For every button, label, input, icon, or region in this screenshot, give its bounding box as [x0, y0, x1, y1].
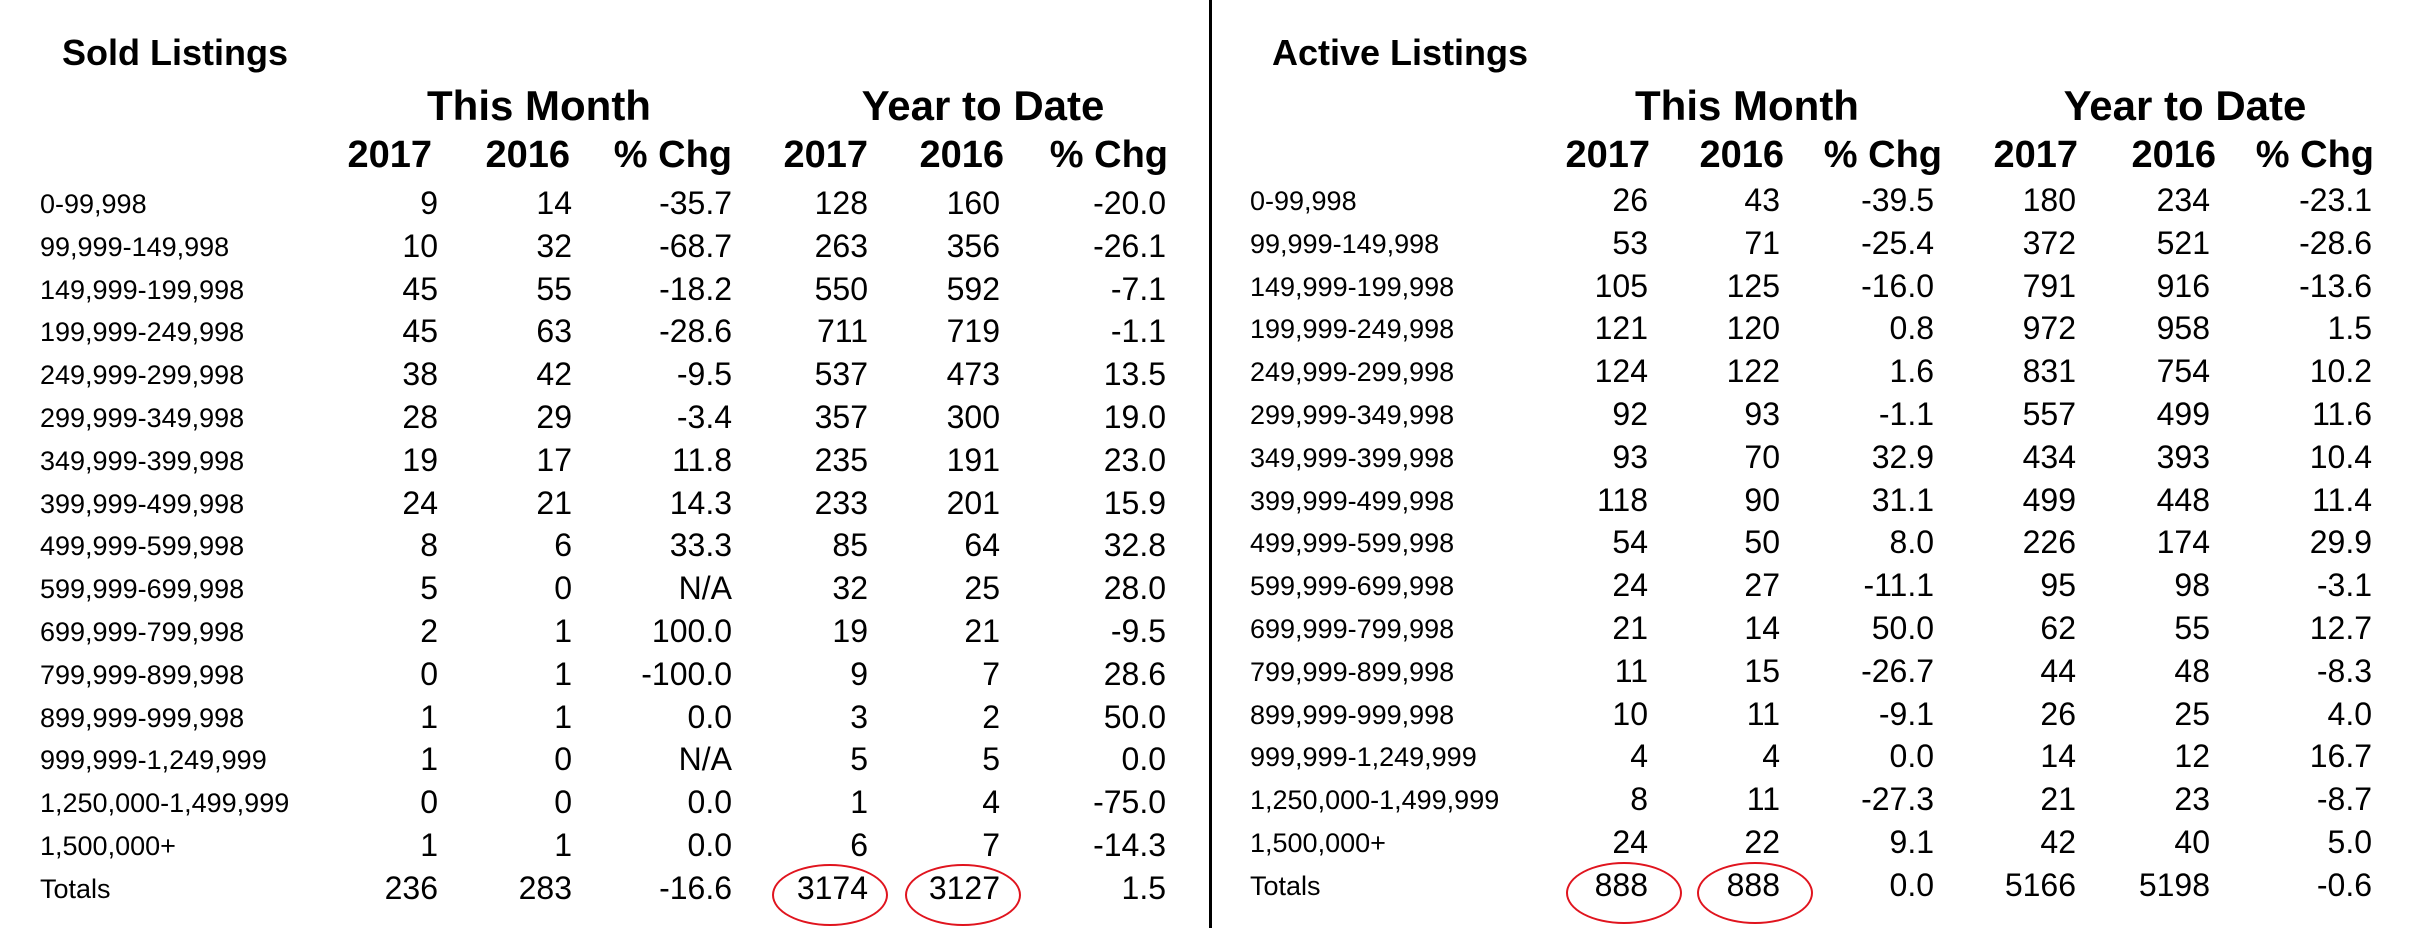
- active-table-row: [1212, 736, 2412, 778]
- sold-table-row: [0, 440, 1210, 482]
- value-cell: 160: [946, 185, 1000, 221]
- value-cell: 19: [402, 441, 438, 478]
- value-cell: 0.8: [1889, 310, 1934, 347]
- value-cell: -9.5: [1110, 613, 1166, 649]
- price-range-label: 399,999-499,998: [40, 488, 245, 519]
- value-cell: -23.1: [2299, 182, 2372, 218]
- value-cell: 25: [2174, 695, 2210, 732]
- value-cell: 550: [814, 270, 868, 307]
- value-cell: 14: [1744, 610, 1780, 646]
- active-table-row: [1212, 437, 2412, 479]
- price-range-label: Totals: [40, 873, 111, 904]
- value-cell: 15.9: [1103, 484, 1166, 521]
- value-cell: 21: [536, 484, 572, 521]
- active-this-month-header: This Month: [1635, 82, 1859, 129]
- value-cell: -1.1: [1878, 396, 1934, 432]
- value-cell: 19: [832, 613, 868, 649]
- value-cell: 234: [2156, 182, 2210, 218]
- value-cell: 10.4: [2309, 438, 2372, 475]
- value-cell: 55: [2174, 610, 2210, 646]
- value-cell: 71: [1744, 224, 1780, 261]
- sold-title: Sold Listings: [62, 32, 289, 73]
- value-cell: 70: [1744, 438, 1780, 475]
- price-range-label: 699,999-799,998: [40, 617, 245, 647]
- price-range-label: 399,999-499,998: [1250, 485, 1455, 516]
- value-cell: 521: [2156, 224, 2210, 261]
- value-cell: 11.4: [2312, 481, 2372, 518]
- value-cell: -16.6: [659, 869, 732, 906]
- active-title: Active Listings: [1272, 32, 1529, 73]
- value-cell: 4.0: [2327, 695, 2372, 732]
- value-cell: 21: [964, 613, 1000, 649]
- value-cell: 62: [2040, 610, 2076, 646]
- value-cell: 7: [982, 655, 1000, 692]
- value-cell: -1.1: [1110, 313, 1166, 350]
- value-cell: 53: [1612, 224, 1648, 261]
- value-cell: 263: [814, 227, 868, 264]
- value-cell: 2: [420, 613, 438, 649]
- value-cell: 0: [420, 655, 438, 692]
- value-cell: 118: [1596, 481, 1648, 518]
- value-cell: 831: [2022, 353, 2076, 390]
- value-cell: 26: [2040, 695, 2076, 732]
- price-range-label: 799,999-899,998: [1250, 656, 1455, 687]
- value-cell: N/A: [678, 570, 732, 607]
- value-cell: 473: [946, 356, 1000, 393]
- value-cell: 27: [1744, 567, 1780, 604]
- value-cell: 22: [1744, 824, 1780, 860]
- value-cell: 28.6: [1103, 655, 1166, 692]
- active-table-row: [1212, 480, 2412, 522]
- value-cell: 85: [832, 527, 868, 564]
- value-cell: 128: [814, 185, 868, 221]
- value-cell: 0: [420, 784, 438, 821]
- value-cell: 14.3: [669, 484, 732, 521]
- value-cell: 0.0: [1121, 741, 1166, 778]
- value-cell: 0.0: [1889, 738, 1934, 775]
- value-cell: 235: [814, 441, 868, 478]
- price-range-label: 149,999-199,998: [1250, 271, 1455, 302]
- value-cell: 9.1: [1889, 824, 1934, 860]
- active-col-2016-ytd: 2016: [2131, 134, 2216, 176]
- active-table-row: [1212, 565, 2412, 607]
- value-cell: 100.0: [651, 613, 732, 649]
- value-cell: 64: [964, 527, 1000, 564]
- value-cell: -7.1: [1110, 270, 1166, 307]
- value-cell: 32: [832, 570, 868, 607]
- value-cell: 191: [946, 441, 1000, 478]
- value-cell: 537: [814, 356, 868, 393]
- sold-col-2016-month: 2016: [485, 134, 570, 176]
- value-cell: -28.6: [2299, 224, 2372, 261]
- value-cell: 372: [2022, 224, 2076, 261]
- value-cell: 499: [2156, 396, 2210, 432]
- active-listings-panel: [1212, 0, 2412, 928]
- value-cell: 11: [1746, 781, 1780, 818]
- value-cell: 8: [1630, 781, 1648, 818]
- value-cell: 4: [982, 784, 1000, 821]
- value-cell: 11: [1614, 652, 1648, 689]
- value-cell: 0.0: [687, 827, 732, 863]
- price-range-label: 99,999-149,998: [40, 231, 230, 262]
- price-range-label: 1,250,000-1,499,999: [40, 788, 290, 819]
- value-cell: 393: [2156, 438, 2210, 475]
- value-cell: 8: [420, 527, 438, 564]
- price-range-label: 999,999-1,249,999: [1250, 742, 1477, 773]
- value-cell: 888: [1594, 866, 1648, 903]
- value-cell: 24: [402, 484, 438, 521]
- value-cell: 40: [2174, 824, 2210, 860]
- value-cell: -39.5: [1861, 182, 1934, 218]
- value-cell: 63: [536, 313, 572, 350]
- value-cell: 1.5: [1121, 869, 1166, 906]
- value-cell: 31.1: [1871, 481, 1934, 518]
- active-table-row: [1212, 394, 2412, 436]
- value-cell: 754: [2156, 353, 2210, 390]
- value-cell: -0.6: [2316, 866, 2372, 903]
- value-cell: 958: [2156, 310, 2210, 347]
- value-cell: 5: [420, 570, 438, 607]
- value-cell: 24: [1612, 824, 1648, 860]
- value-cell: 45: [402, 270, 438, 307]
- value-cell: 0: [554, 741, 572, 778]
- value-cell: 888: [1726, 866, 1780, 903]
- value-cell: 1: [850, 784, 868, 821]
- sold-table-row: [0, 611, 1210, 653]
- sold-table-row: [0, 782, 1210, 824]
- value-cell: 92: [1612, 396, 1648, 432]
- value-cell: 98: [2174, 567, 2210, 604]
- value-cell: 499: [2022, 481, 2076, 518]
- sold-table-row: [0, 568, 1210, 610]
- value-cell: -8.7: [2316, 781, 2372, 818]
- value-cell: 13.5: [1103, 356, 1166, 393]
- value-cell: 12: [2174, 738, 2210, 775]
- value-cell: 448: [2156, 481, 2210, 518]
- sold-ytd-header: Year to Date: [861, 82, 1105, 129]
- price-range-label: 499,999-599,998: [1250, 528, 1455, 559]
- sold-table-row: [0, 269, 1210, 311]
- value-cell: 2: [982, 698, 1000, 735]
- active-col-chg-ytd: % Chg: [2255, 134, 2374, 176]
- active-table-row: [1212, 694, 2412, 736]
- sold-ytd-2016-total-circle: [905, 864, 1021, 926]
- value-cell: 16.7: [2309, 738, 2372, 775]
- value-cell: 1: [554, 613, 572, 649]
- value-cell: 4: [1762, 738, 1780, 775]
- sold-col-2016-ytd: 2016: [919, 134, 1004, 176]
- value-cell: 43: [1744, 182, 1780, 218]
- active-table-row: [1212, 779, 2412, 821]
- price-range-label: 149,999-199,998: [40, 274, 245, 305]
- value-cell: -75.0: [1093, 784, 1166, 821]
- sold-table-row: [0, 483, 1210, 525]
- value-cell: 0.0: [687, 784, 732, 821]
- value-cell: 0.0: [687, 698, 732, 735]
- value-cell: 29.9: [2309, 524, 2372, 561]
- value-cell: 719: [946, 313, 1000, 350]
- value-cell: 5: [982, 741, 1000, 778]
- value-cell: 0: [554, 784, 572, 821]
- value-cell: -16.0: [1861, 267, 1934, 304]
- value-cell: 90: [1744, 481, 1780, 518]
- price-range-label: 999,999-1,249,999: [40, 745, 267, 776]
- value-cell: 21: [1612, 610, 1648, 646]
- value-cell: 42: [2040, 824, 2076, 860]
- value-cell: -11.1: [1863, 567, 1934, 604]
- value-cell: 557: [2022, 396, 2076, 432]
- value-cell: 5.0: [2327, 824, 2372, 860]
- value-cell: 6: [850, 827, 868, 863]
- sold-col-2017-ytd: 2017: [783, 134, 868, 176]
- sold-this-month-header: This Month: [427, 82, 651, 129]
- active-col-2017-month: 2017: [1565, 134, 1650, 176]
- value-cell: 23.0: [1103, 441, 1166, 478]
- active-table-row: [1212, 351, 2412, 393]
- value-cell: 300: [946, 399, 1000, 435]
- sold-table-row: [0, 697, 1210, 739]
- value-cell: 17: [536, 441, 572, 478]
- price-range-label: 1,500,000+: [1250, 828, 1386, 858]
- price-range-label: 199,999-249,998: [40, 317, 245, 348]
- value-cell: 1: [420, 698, 438, 735]
- sold-ytd-2017-total-circle: [772, 864, 888, 926]
- active-month-2017-total-circle: [1566, 862, 1682, 924]
- active-table-row: [1212, 308, 2412, 350]
- value-cell: -9.5: [676, 356, 732, 393]
- value-cell: 95: [2040, 567, 2076, 604]
- price-range-label: 799,999-899,998: [40, 659, 245, 690]
- value-cell: 48: [2174, 652, 2210, 689]
- active-table-row: [1212, 651, 2412, 693]
- value-cell: 9: [850, 655, 868, 692]
- active-month-2016-total-circle: [1697, 862, 1813, 924]
- active-table-row: [1212, 822, 2412, 864]
- value-cell: 916: [2156, 267, 2210, 304]
- active-col-2017-ytd: 2017: [1993, 134, 2078, 176]
- value-cell: 42: [536, 356, 572, 393]
- sold-table-row: [0, 825, 1210, 867]
- value-cell: 28: [402, 399, 438, 435]
- value-cell: 283: [518, 869, 572, 906]
- value-cell: 5: [850, 741, 868, 778]
- value-cell: 14: [2040, 738, 2076, 775]
- value-cell: -8.3: [2316, 652, 2372, 689]
- active-table-row: [1212, 608, 2412, 650]
- value-cell: 434: [2022, 438, 2076, 475]
- value-cell: 1.6: [1889, 353, 1934, 390]
- price-range-label: 899,999-999,998: [1250, 699, 1455, 730]
- price-range-label: 0-99,998: [1250, 186, 1357, 216]
- price-range-label: 349,999-399,998: [1250, 442, 1455, 473]
- value-cell: 23: [2174, 781, 2210, 818]
- value-cell: 1: [420, 827, 438, 863]
- value-cell: 14: [536, 185, 572, 221]
- sold-col-chg-month: % Chg: [613, 134, 732, 176]
- value-cell: 1.5: [2327, 310, 2372, 347]
- value-cell: 32.8: [1103, 527, 1166, 564]
- value-cell: -18.2: [659, 270, 732, 307]
- value-cell: 120: [1726, 310, 1780, 347]
- price-range-label: 899,999-999,998: [40, 702, 245, 733]
- value-cell: -9.1: [1878, 695, 1934, 732]
- value-cell: -13.6: [2299, 267, 2372, 304]
- value-cell: -100.0: [641, 655, 732, 692]
- value-cell: 10: [1612, 695, 1648, 732]
- price-range-label: 299,999-349,998: [1250, 400, 1455, 430]
- value-cell: 15: [1744, 652, 1780, 689]
- value-cell: 26: [1612, 182, 1648, 218]
- value-cell: 5198: [2138, 866, 2210, 903]
- value-cell: 0.0: [1889, 866, 1934, 903]
- price-range-label: 1,250,000-1,499,999: [1250, 785, 1500, 816]
- value-cell: 233: [814, 484, 868, 521]
- value-cell: 711: [816, 313, 868, 350]
- value-cell: 4: [1630, 738, 1648, 775]
- value-cell: -3.4: [676, 399, 732, 435]
- value-cell: 38: [402, 356, 438, 393]
- value-cell: -35.7: [659, 185, 732, 221]
- price-range-label: 0-99,998: [40, 189, 147, 219]
- value-cell: 10: [402, 227, 438, 264]
- value-cell: 11.8: [672, 441, 732, 478]
- value-cell: 236: [384, 869, 438, 906]
- value-cell: 11: [1746, 695, 1780, 732]
- value-cell: 125: [1726, 267, 1780, 304]
- value-cell: -25.4: [1861, 224, 1934, 261]
- value-cell: 1: [554, 698, 572, 735]
- value-cell: 24: [1612, 567, 1648, 604]
- active-table-row: [1212, 180, 2412, 222]
- value-cell: 3174: [796, 869, 868, 906]
- value-cell: 357: [814, 399, 868, 435]
- active-ytd-header: Year to Date: [2063, 82, 2307, 129]
- active-table-row: [1212, 223, 2412, 265]
- value-cell: 124: [1594, 353, 1648, 390]
- sold-col-2017-month: 2017: [347, 134, 432, 176]
- value-cell: -68.7: [659, 227, 732, 264]
- value-cell: 3: [850, 698, 868, 735]
- value-cell: 791: [2022, 267, 2076, 304]
- price-range-label: 599,999-699,998: [1250, 571, 1455, 602]
- value-cell: 32.9: [1871, 438, 1934, 475]
- value-cell: 972: [2022, 310, 2076, 347]
- value-cell: 5166: [2004, 866, 2076, 903]
- value-cell: -28.6: [659, 313, 732, 350]
- value-cell: 7: [982, 827, 1000, 863]
- value-cell: 11.6: [2312, 396, 2372, 432]
- value-cell: 93: [1744, 396, 1780, 432]
- price-range-label: 199,999-249,998: [1250, 314, 1455, 345]
- active-table-row: [1212, 522, 2412, 564]
- price-range-label: 349,999-399,998: [40, 445, 245, 476]
- value-cell: N/A: [678, 741, 732, 778]
- value-cell: 21: [2040, 781, 2076, 818]
- value-cell: 25: [964, 570, 1000, 607]
- price-range-label: 499,999-599,998: [40, 531, 245, 562]
- value-cell: -26.7: [1861, 652, 1934, 689]
- sold-totals-row: [0, 868, 1210, 910]
- value-cell: 201: [946, 484, 1000, 521]
- sold-col-chg-ytd: % Chg: [1049, 134, 1168, 176]
- value-cell: -20.0: [1093, 185, 1166, 221]
- value-cell: 8.0: [1889, 524, 1934, 561]
- sold-table-row: [0, 397, 1210, 439]
- value-cell: 55: [536, 270, 572, 307]
- value-cell: 592: [946, 270, 1000, 307]
- price-range-label: 1,500,000+: [40, 831, 176, 861]
- value-cell: -27.3: [1861, 781, 1934, 818]
- value-cell: 32: [536, 227, 572, 264]
- value-cell: 1: [554, 827, 572, 863]
- price-range-label: 299,999-349,998: [40, 403, 245, 433]
- value-cell: 0: [554, 570, 572, 607]
- value-cell: 180: [2022, 182, 2076, 218]
- sold-table-row: [0, 311, 1210, 353]
- value-cell: 19.0: [1103, 399, 1166, 435]
- active-col-2016-month: 2016: [1699, 134, 1784, 176]
- sold-table-row: [0, 525, 1210, 567]
- value-cell: 121: [1594, 310, 1648, 347]
- value-cell: 6: [554, 527, 572, 564]
- value-cell: 122: [1726, 353, 1780, 390]
- value-cell: -3.1: [2316, 567, 2372, 604]
- active-table-row: [1212, 266, 2412, 308]
- value-cell: 12.7: [2309, 610, 2372, 646]
- price-range-label: 249,999-299,998: [40, 360, 245, 391]
- sold-table-row: [0, 183, 1210, 225]
- sold-table-row: [0, 739, 1210, 781]
- active-totals-row: [1212, 865, 2412, 907]
- value-cell: 9: [420, 185, 438, 221]
- value-cell: -26.1: [1093, 227, 1166, 264]
- sold-table-row: [0, 354, 1210, 396]
- value-cell: 50: [1744, 524, 1780, 561]
- value-cell: 45: [402, 313, 438, 350]
- active-col-chg-month: % Chg: [1823, 134, 1942, 176]
- value-cell: 44: [2040, 652, 2076, 689]
- value-cell: 33.3: [669, 527, 732, 564]
- value-cell: 93: [1612, 438, 1648, 475]
- value-cell: -14.3: [1093, 827, 1166, 863]
- value-cell: 1: [420, 741, 438, 778]
- price-range-label: 699,999-799,998: [1250, 614, 1455, 644]
- value-cell: 174: [2156, 524, 2210, 561]
- value-cell: 3127: [928, 869, 1000, 906]
- price-range-label: 249,999-299,998: [1250, 357, 1455, 388]
- value-cell: 105: [1594, 267, 1648, 304]
- sold-table-row: [0, 226, 1210, 268]
- value-cell: 1: [554, 655, 572, 692]
- value-cell: 29: [536, 399, 572, 435]
- value-cell: 54: [1612, 524, 1648, 561]
- price-range-label: 99,999-149,998: [1250, 228, 1440, 259]
- price-range-label: 599,999-699,998: [40, 574, 245, 605]
- sold-table-row: [0, 654, 1210, 696]
- value-cell: 226: [2022, 524, 2076, 561]
- value-cell: 50.0: [1871, 610, 1934, 646]
- price-range-label: Totals: [1250, 870, 1321, 901]
- value-cell: 28.0: [1103, 570, 1166, 607]
- value-cell: 10.2: [2309, 353, 2372, 390]
- value-cell: 356: [946, 227, 1000, 264]
- value-cell: 50.0: [1103, 698, 1166, 735]
